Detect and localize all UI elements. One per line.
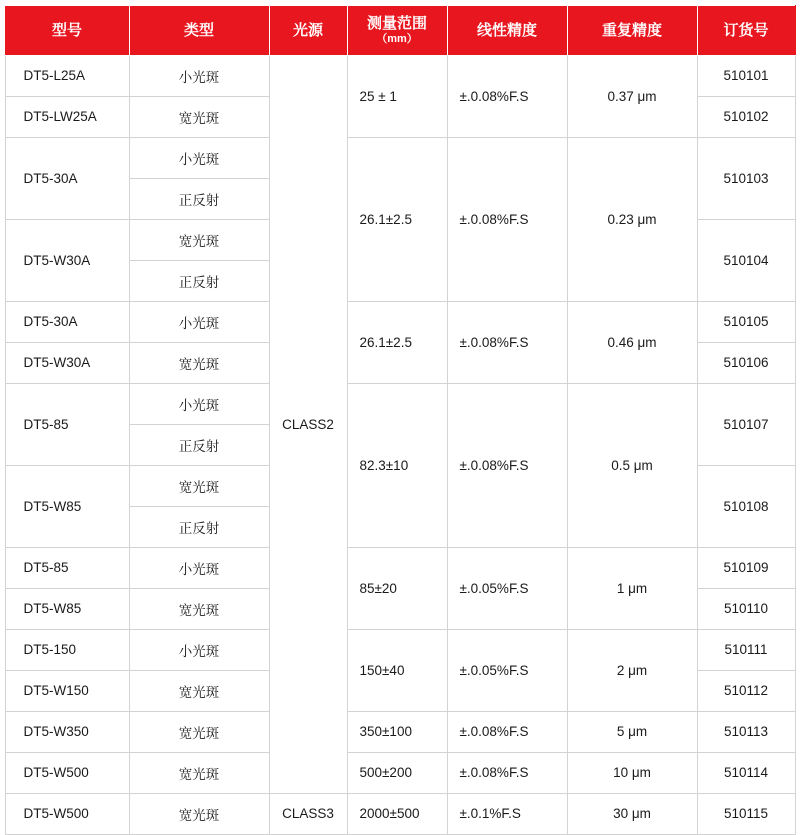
cell-model: DT5-LW25A [5, 96, 129, 137]
cell-type: 小光斑 [129, 629, 269, 670]
table-row [5, 711, 795, 752]
cell-repeatability: 5 μm [567, 711, 697, 752]
cell-type: 宽光斑 [129, 96, 269, 137]
cell-model: DT5-L25A [5, 55, 129, 96]
cell-type: 小光斑 [129, 383, 269, 424]
cell-measuring-range: 2000±500 [347, 793, 447, 834]
cell-order-number: 510114 [697, 752, 795, 793]
cell-model: DT5-W30A [5, 342, 129, 383]
cell-model: DT5-W500 [5, 752, 129, 793]
cell-order-number: 510101 [697, 55, 795, 96]
cell-order-number: 510106 [697, 342, 795, 383]
cell-type: 宽光斑 [129, 465, 269, 506]
column-header-measuring-range-unit: （mm） [376, 33, 418, 46]
column-header-type-label: 类型 [183, 21, 214, 39]
column-header-model [5, 6, 129, 56]
cell-order-number: 510108 [697, 465, 795, 547]
column-header-measuring-range-label: 测量范围 [366, 15, 427, 32]
cell-order-number: 510109 [697, 547, 795, 588]
cell-linearity: ±.0.05%F.S [447, 629, 567, 711]
cell-type: 小光斑 [129, 137, 269, 178]
cell-measuring-range: 82.3±10 [347, 383, 447, 547]
cell-repeatability: 0.5 μm [567, 383, 697, 547]
cell-type: 宽光斑 [129, 711, 269, 752]
cell-measuring-range: 26.1±2.5 [347, 301, 447, 383]
cell-order-number: 510107 [697, 383, 795, 465]
cell-type: 正反射 [129, 178, 269, 219]
cell-light-source-class3: CLASS3 [269, 793, 347, 834]
cell-linearity: ±.0.08%F.S [447, 301, 567, 383]
column-header-model-label: 型号 [51, 21, 82, 39]
cell-model: DT5-W350 [5, 711, 129, 752]
cell-measuring-range: 500±200 [347, 752, 447, 793]
column-header-type [129, 6, 269, 56]
cell-light-source-class2: CLASS2 [269, 55, 347, 793]
specification-table [5, 5, 796, 835]
cell-type: 宽光斑 [129, 793, 269, 834]
cell-type: 宽光斑 [129, 752, 269, 793]
cell-model: DT5-W85 [5, 588, 129, 629]
cell-model: DT5-30A [5, 301, 129, 342]
cell-model: DT5-85 [5, 547, 129, 588]
cell-type: 小光斑 [129, 55, 269, 96]
cell-type: 宽光斑 [129, 670, 269, 711]
cell-order-number: 510105 [697, 301, 795, 342]
table-row [5, 137, 795, 178]
cell-type: 宽光斑 [129, 219, 269, 260]
cell-order-number: 510111 [697, 629, 795, 670]
cell-type: 正反射 [129, 424, 269, 465]
cell-model: DT5-W500 [5, 793, 129, 834]
column-header-linearity-label: 线性精度 [476, 21, 537, 39]
cell-order-number: 510112 [697, 670, 795, 711]
cell-type: 宽光斑 [129, 588, 269, 629]
cell-model: DT5-30A [5, 137, 129, 219]
cell-model: DT5-W85 [5, 465, 129, 547]
cell-linearity: ±.0.08%F.S [447, 711, 567, 752]
cell-linearity: ±.0.08%F.S [447, 55, 567, 137]
cell-repeatability: 0.37 μm [567, 55, 697, 137]
cell-model: DT5-W30A [5, 219, 129, 301]
cell-type: 小光斑 [129, 301, 269, 342]
cell-measuring-range: 350±100 [347, 711, 447, 752]
table-row [5, 547, 795, 588]
cell-order-number: 510110 [697, 588, 795, 629]
cell-order-number: 510103 [697, 137, 795, 219]
cell-order-number: 510104 [697, 219, 795, 301]
column-header-light-source [269, 6, 347, 56]
table-row [5, 629, 795, 670]
cell-linearity: ±.0.08%F.S [447, 752, 567, 793]
column-header-light-source-label: 光源 [292, 21, 323, 39]
cell-linearity: ±.0.08%F.S [447, 383, 567, 547]
cell-type: 正反射 [129, 260, 269, 301]
cell-measuring-range: 85±20 [347, 547, 447, 629]
cell-order-number: 510115 [697, 793, 795, 834]
cell-repeatability: 2 μm [567, 629, 697, 711]
cell-type: 宽光斑 [129, 342, 269, 383]
cell-measuring-range: 25 ± 1 [347, 55, 447, 137]
cell-linearity: ±.0.08%F.S [447, 137, 567, 301]
cell-type: 正反射 [129, 506, 269, 547]
cell-order-number: 510113 [697, 711, 795, 752]
cell-repeatability: 1 μm [567, 547, 697, 629]
cell-linearity: ±.0.05%F.S [447, 547, 567, 629]
column-header-measuring-range [347, 6, 447, 56]
table-row [5, 55, 795, 96]
cell-repeatability: 30 μm [567, 793, 697, 834]
table-row [5, 383, 795, 424]
cell-model: DT5-W150 [5, 670, 129, 711]
column-header-order-number-label: 订货号 [723, 21, 769, 39]
cell-type: 小光斑 [129, 547, 269, 588]
column-header-repeatability [567, 6, 697, 56]
table-row [5, 793, 795, 834]
cell-model: DT5-85 [5, 383, 129, 465]
cell-repeatability: 10 μm [567, 752, 697, 793]
table-header-row [5, 6, 795, 56]
table-row [5, 752, 795, 793]
cell-repeatability: 0.23 μm [567, 137, 697, 301]
cell-model: DT5-150 [5, 629, 129, 670]
column-header-repeatability-label: 重复精度 [601, 21, 662, 39]
cell-order-number: 510102 [697, 96, 795, 137]
cell-measuring-range: 150±40 [347, 629, 447, 711]
cell-repeatability: 0.46 μm [567, 301, 697, 383]
column-header-order-number [697, 6, 795, 56]
cell-linearity: ±.0.1%F.S [447, 793, 567, 834]
cell-measuring-range: 26.1±2.5 [347, 137, 447, 301]
table-row [5, 301, 795, 342]
column-header-linearity [447, 6, 567, 56]
